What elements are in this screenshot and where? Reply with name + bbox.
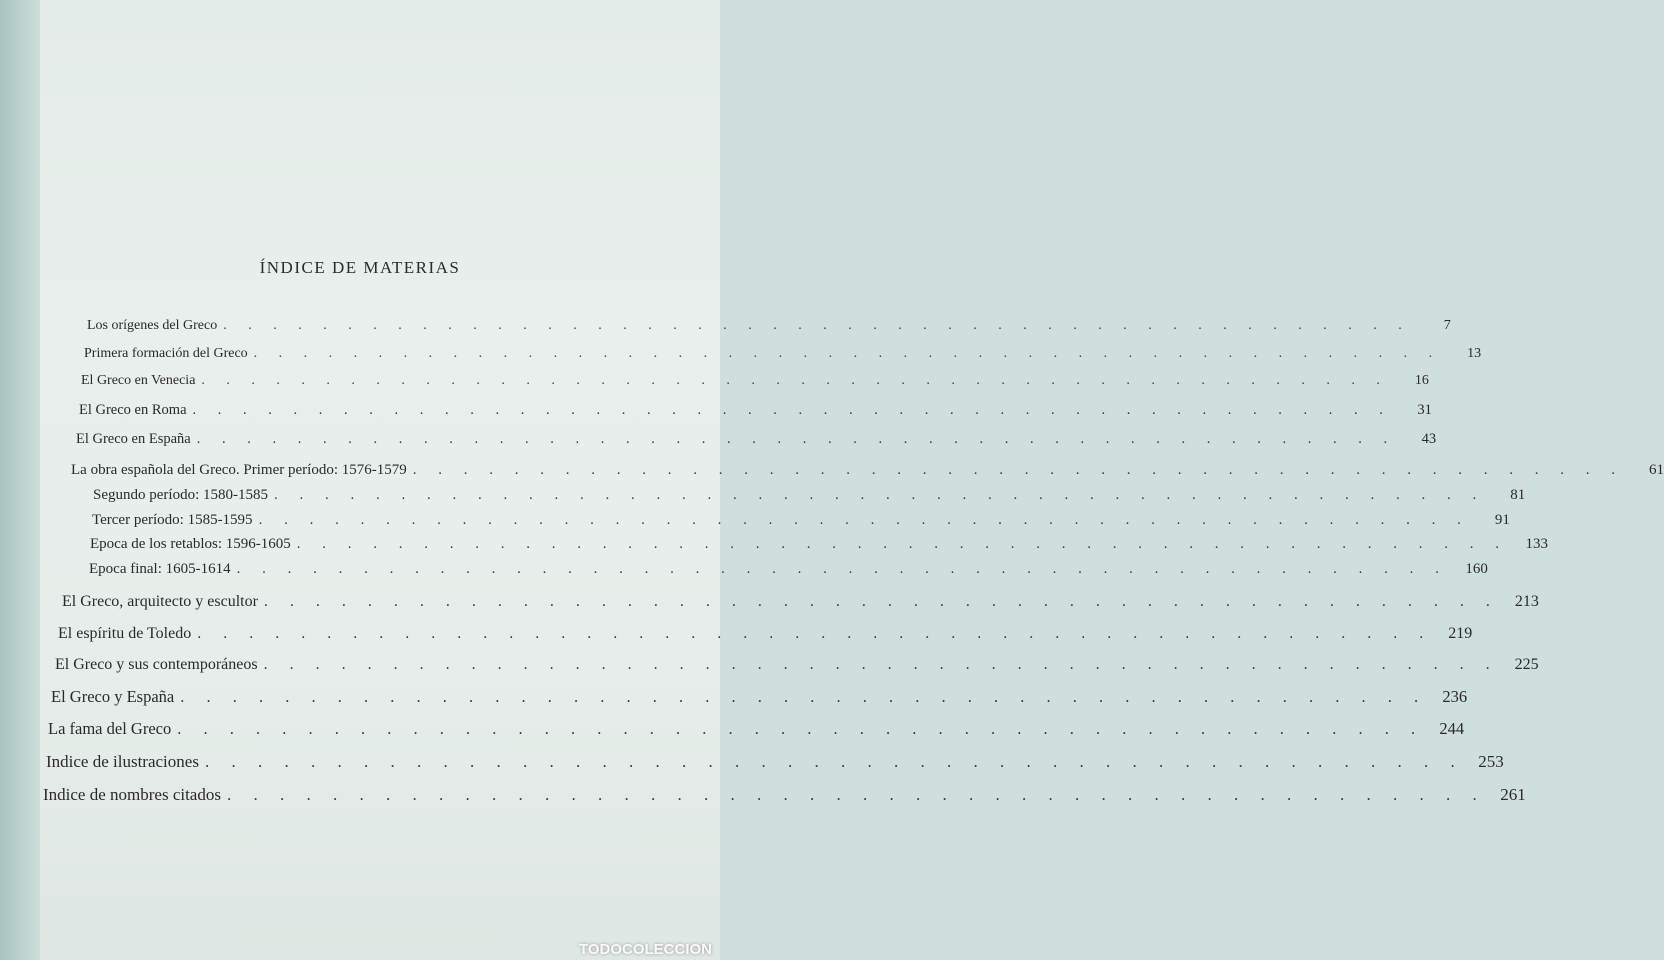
toc-entry-title: El Greco y sus contemporáneos <box>55 656 258 673</box>
toc-entry-page: 253 <box>1478 752 1504 771</box>
toc-entry <box>71 462 1664 479</box>
toc-leader: . . . . . . . . . . . . . . . . . . . . . . . . . . . . . . . . . . . . . . . . . . . . . . . . <box>263 593 1499 610</box>
toc-entry <box>81 373 1429 389</box>
toc-entry-title: Epoca de los retablos: 1596-1605 <box>90 536 291 552</box>
toc-entry-title: Los orígenes del Greco <box>87 318 218 333</box>
toc-leader: . . . . . . . . . . . . . . . . . . . . . . . . . . . . . . . . . . . . . . . . . . . . . . . . <box>196 431 1397 447</box>
toc-entry-page: 91 <box>1494 512 1510 528</box>
toc-entry <box>46 752 1504 772</box>
toc-entry <box>55 656 1539 674</box>
toc-entry-page: 160 <box>1465 561 1488 577</box>
toc-entry-page: 13 <box>1467 346 1482 361</box>
toc-entry-title: El Greco en Roma <box>79 402 187 418</box>
toc-entry-title: El Greco, arquitecto y escultor <box>62 593 258 610</box>
toc-entry-title: Primera formación del Greco <box>84 346 248 361</box>
toc-entry-page: 213 <box>1514 593 1539 610</box>
toc-entry <box>43 785 1526 805</box>
toc-entry <box>79 402 1432 419</box>
toc-entry-title: El Greco y España <box>51 687 175 706</box>
toc-entry <box>84 346 1482 362</box>
toc-leader: . . . . . . . . . . . . . . . . . . . . . . . . . . . . . . . . . . . . . . . . . . . . . . . . <box>226 785 1486 804</box>
toc-entry <box>76 431 1437 448</box>
toc-entry <box>62 593 1539 611</box>
toc-entry-page: 7 <box>1443 318 1451 333</box>
toc-entry <box>48 719 1465 739</box>
toc-entry-title: La fama del Greco <box>48 719 172 738</box>
toc-leader: . . . . . . . . . . . . . . . . . . . . . . . . . . . . . . . . . . . . . . . . . . . . . . . . <box>177 719 1425 738</box>
toc-leader: . . . . . . . . . . . . . . . . . . . . . . . . . . . . . . . . . . . . . . . . . . . . . . . . <box>192 402 1392 418</box>
toc-entry-page: 261 <box>1500 785 1526 804</box>
toc-leader: . . . . . . . . . . . . . . . . . . . . . . . . . . . . . . . . . . . . . . . . . . . . . . . . <box>197 625 1433 642</box>
toc-leader: . . . . . . . . . . . . . . . . . . . . . . . . . . . . . . . . . . . . . . . . . . . . . . . . <box>253 346 1442 361</box>
toc-entry-title: Segundo período: 1580-1585 <box>93 487 268 503</box>
toc-entry-page: 43 <box>1421 431 1437 447</box>
toc-leader: . . . . . . . . . . . . . . . . . . . . . . . . . . . . . . . . . . . . . . . . . . . . . . . . <box>223 318 1411 333</box>
toc-leader: . . . . . . . . . . . . . . . . . . . . . . . . . . . . . . . . . . . . . . . . . . . . . . . . <box>236 561 1448 577</box>
toc-entry-title: Tercer período: 1585-1595 <box>92 512 253 528</box>
toc-entry <box>51 687 1468 707</box>
toc-entry <box>87 318 1451 334</box>
toc-leader: . . . . . . . . . . . . . . . . . . . . . . . . . . . . . . . . . . . . . . . . . . . . . . . . <box>201 373 1389 388</box>
toc-leader: . . . . . . . . . . . . . . . . . . . . . . . . . . . . . . . . . . . . . . . . . . . . . . . . <box>258 512 1470 528</box>
toc-leader: . . . . . . . . . . . . . . . . . . . . . . . . . . . . . . . . . . . . . . . . . . . . . . . . <box>296 536 1509 552</box>
toc-entry-page: 81 <box>1510 487 1526 503</box>
toc-entry-page: 219 <box>1448 625 1473 642</box>
toc-leader: . . . . . . . . . . . . . . . . . . . . . . . . . . . . . . . . . . . . . . . . . . . . . . . . <box>263 656 1499 673</box>
toc-entry-page: 16 <box>1414 373 1429 388</box>
toc-entry-title: La obra española del Greco. Primer período: 1576-1579 <box>71 462 407 478</box>
toc-entry <box>90 536 1549 553</box>
toc-entry-page: 244 <box>1439 719 1465 738</box>
toc-entry-title: El espíritu de Toledo <box>58 625 192 642</box>
toc-entry-title: Indice de nombres citados <box>43 785 221 804</box>
watermark-logo: TODOCOLECCION <box>578 941 712 958</box>
toc-entry-title: El Greco en Venecia <box>81 373 196 388</box>
toc-entry-title: Indice de ilustraciones <box>46 752 199 771</box>
toc-leader: . . . . . . . . . . . . . . . . . . . . . . . . . . . . . . . . . . . . . . . . . . . . . . . . <box>204 752 1464 771</box>
toc-entry-page: 61 <box>1648 462 1664 478</box>
toc-leader: . . . . . . . . . . . . . . . . . . . . . . . . . . . . . . . . . . . . . . . . . . . . . . . . <box>180 687 1428 706</box>
toc-leader: . . . . . . . . . . . . . . . . . . . . . . . . . . . . . . . . . . . . . . . . . . . . . . . . <box>412 462 1624 478</box>
toc-entry <box>93 487 1526 504</box>
toc-entry-page: 225 <box>1514 656 1539 673</box>
toc-leader: . . . . . . . . . . . . . . . . . . . . . . . . . . . . . . . . . . . . . . . . . . . . . . . . <box>273 487 1486 503</box>
toc-entry-page: 236 <box>1442 687 1468 706</box>
toc-entry-title: El Greco en España <box>76 431 191 447</box>
toc-entry-page: 31 <box>1417 402 1432 418</box>
toc-entry-title: Epoca final: 1605-1614 <box>89 561 231 577</box>
toc-entry <box>58 625 1473 643</box>
page-title: ÍNDICE DE MATERIAS <box>259 258 461 277</box>
toc-entry <box>92 512 1510 529</box>
toc-entry-page: 133 <box>1525 536 1549 552</box>
toc-entry <box>89 561 1488 578</box>
